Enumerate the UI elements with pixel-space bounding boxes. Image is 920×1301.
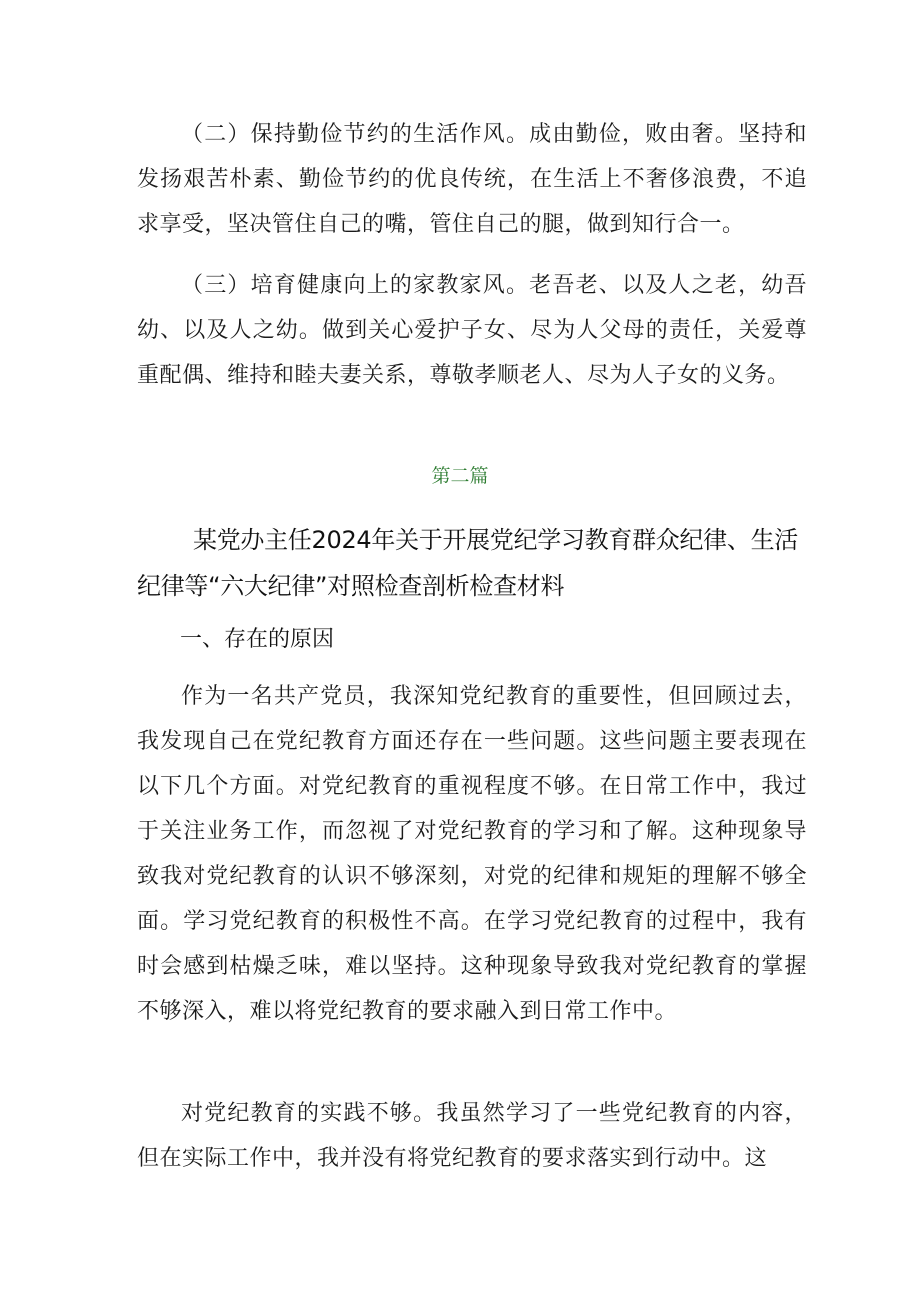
document-title: 某党办主任2024年关于开展党纪学习教育群众纪律、生活纪律等“六大纪律”对照检查剖析检查材料	[137, 526, 798, 600]
section-label: 第二篇	[431, 465, 489, 487]
paragraph-family-education: （三）培育健康向上的家教家风。老吾老、以及人之老，幼吾幼、以及人之幼。做到关心爱护子女、尽为人父母的责任，关爱尊重配偶、维持和睦夫妻关系，尊敬孝顺老人、尽为人子女的义务。	[137, 273, 807, 388]
paragraph-frugal-lifestyle: （二）保持勤俭节约的生活作风。成由勤俭，败由奢。坚持和发扬艰苦朴素、勤俭节约的优良传统，在生活上不奢侈浪费，不追求享受，坚决管住自己的嘴，管住自己的腿，做到知行合一。	[137, 122, 807, 237]
paragraph-body-2: 对党纪教育的实践不够。我虽然学习了一些党纪教育的内容，但在实际工作中，我并没有将党纪教育的要求落实到行动中。这	[137, 1101, 807, 1171]
paragraph-body-1: 作为一名共产党员，我深知党纪教育的重要性，但回顾过去，我发现自己在党纪教育方面还存在一些问题。这些问题主要表现在以下几个方面。对党纪教育的重视程度不够。在日常工作中，我过于关注业务工作，而忽视了对党纪教育的学习和了解。这种现象导致我对党纪教育的认识不够深刻，对党的纪律和规矩的理解不够全面。学习党纪教育的积极性不高。在学习党纪教育的过程中，我有时会感到枯燥乏味，难以坚持。这种现象导致我对党纪教育的掌握不够深入，难以将党纪教育的要求融入到日常工作中。	[137, 684, 807, 1024]
heading-causes: 一、存在的原因	[180, 627, 335, 652]
